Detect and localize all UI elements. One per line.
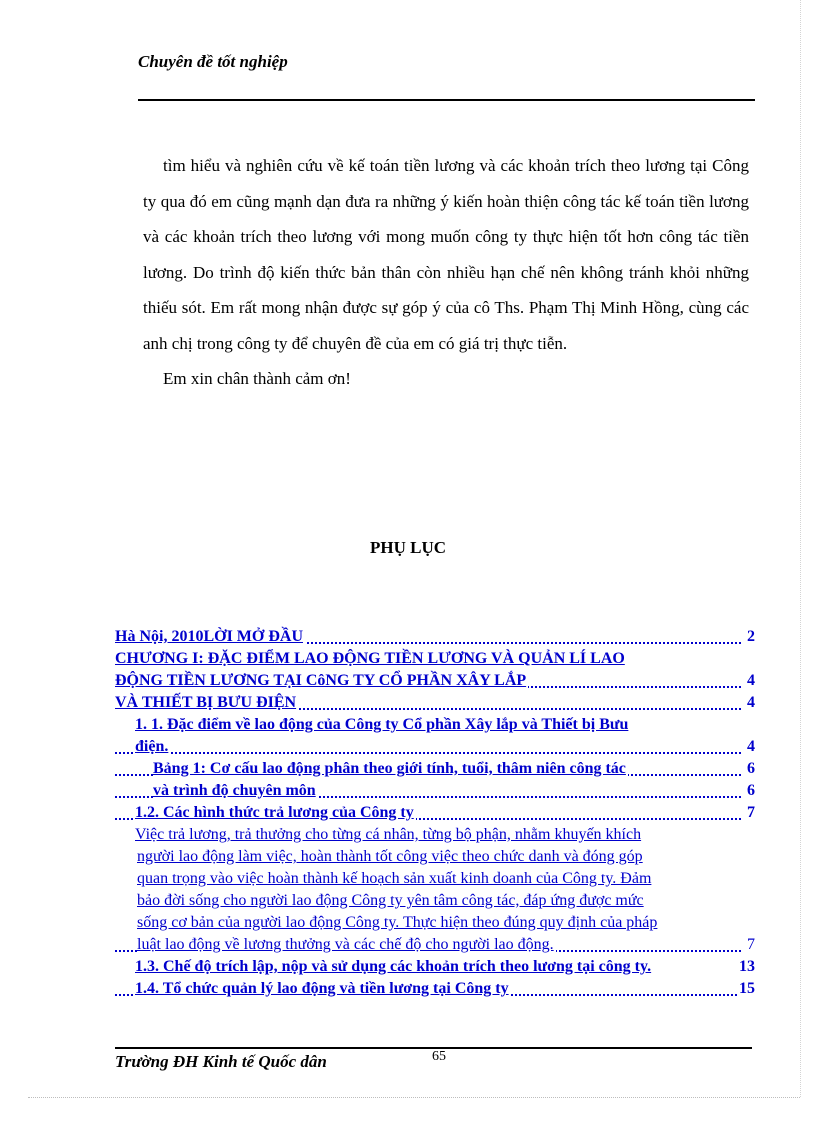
- toc-entry-chapter-1-cont[interactable]: [115, 670, 755, 692]
- toc-entry-page: 4: [746, 736, 755, 758]
- toc-entry-text: 1. 1. Đặc điểm về lao động của Công ty Cổ phần Xây lắp và Thiết bị Bưu: [135, 716, 629, 733]
- toc-entry-para-line-5[interactable]: [115, 912, 755, 934]
- toc-entry-page: 7: [746, 934, 755, 956]
- page-border: [28, 1097, 800, 1098]
- toc-entry-text: VÀ THIẾT BỊ BƯU ĐIỆN: [115, 694, 297, 711]
- toc-entry-section-1-1-cont[interactable]: [115, 736, 755, 758]
- footer-school: Trường ĐH Kinh tế Quốc dân: [115, 1052, 327, 1071]
- toc-entry-text: Việc trả lương, trả thưởng cho từng cá nhân, từng bộ phận, nhằm khuyến khích: [135, 826, 642, 843]
- page-number: 65: [432, 1049, 446, 1064]
- toc-entry-text: và trình độ chuyên môn: [153, 782, 316, 799]
- toc-entry-text: 1.2. Các hình thức trả lương của Công ty: [135, 804, 414, 821]
- toc-entry-text: bảo đời sống cho người lao động Công ty yên tâm công tác, đáp ứng được mức: [137, 892, 644, 909]
- toc-entry-text: Hà Nội, 2010LỜI MỞ ĐẦU: [115, 628, 303, 645]
- toc-entry-para-line-2[interactable]: [115, 846, 755, 868]
- toc-entry-text: 1.4. Tổ chức quản lý lao động và tiền lương tại Công ty: [135, 980, 509, 997]
- toc-entry-text: người lao động làm việc, hoàn thành tốt công việc theo chức danh và đóng góp: [137, 848, 643, 865]
- toc-entry-page: 4: [746, 670, 755, 692]
- header-rule: [138, 99, 755, 101]
- toc-entry-text: sống cơ bản của người lao động Công ty. Thực hiện theo đúng quy định của pháp: [137, 914, 658, 931]
- toc-entry-page: 7: [746, 802, 755, 824]
- header-title: Chuyên đề tốt nghiệp: [138, 52, 288, 71]
- toc-entry-section-1-4[interactable]: [115, 978, 755, 1000]
- toc-entry-page: 6: [746, 780, 755, 802]
- toc-entry-text: CHƯƠNG I: ĐẶC ĐIỂM LAO ĐỘNG TIỀN LƯƠNG VÀ QUẢN LÍ LAO: [115, 650, 625, 667]
- toc-entry-chapter-1[interactable]: [115, 648, 755, 670]
- toc-entry-page: 4: [746, 692, 755, 714]
- toc-entry-page: 6: [746, 758, 755, 780]
- toc-entry-chapter-1-cont2[interactable]: [115, 692, 755, 714]
- toc-entry-text: luật lao động về lương thưởng và các chế độ cho người lao động.: [137, 936, 554, 953]
- toc-entry-para-line-3[interactable]: [115, 868, 755, 890]
- table-of-contents: [115, 626, 755, 1000]
- toc-entry-table-1[interactable]: [115, 758, 755, 780]
- toc-entry-text: 1.3. Chế độ trích lập, nộp và sử dụng các khoản trích theo lương tại công ty.: [135, 958, 652, 975]
- toc-entry-table-1-cont[interactable]: [115, 780, 755, 802]
- toc-entry-text: ĐỘNG TIỀN LƯƠNG TẠI CôNG TY CỔ PHẦN XÂY LẮP: [115, 672, 527, 689]
- toc-entry-section-1-3[interactable]: [115, 956, 755, 978]
- toc-entry-section-1-2[interactable]: [115, 802, 755, 824]
- toc-entry-section-1-1[interactable]: [115, 714, 755, 736]
- body-paragraph-2: Em xin chân thành cảm ơn!: [163, 369, 351, 388]
- toc-entry-para-line-1[interactable]: [115, 824, 755, 846]
- toc-entry-page: 13: [738, 956, 755, 978]
- toc-entry-intro[interactable]: [115, 626, 755, 648]
- body-text: [143, 148, 749, 397]
- toc-entry-text: Bảng 1: Cơ cấu lao động phân theo giới tính, tuổi, thâm niên công tác: [153, 760, 626, 777]
- toc-entry-page: 15: [738, 978, 755, 1000]
- toc-entry-text: điện.: [135, 738, 169, 755]
- toc-entry-page: 2: [746, 626, 755, 648]
- appendix-title: PHỤ LỤC: [369, 538, 447, 557]
- page-border-side: [800, 0, 801, 1097]
- toc-entry-para-line-6[interactable]: [115, 934, 755, 956]
- toc-entry-para-line-4[interactable]: [115, 890, 755, 912]
- toc-entry-text: quan trọng vào việc hoàn thành kế hoạch sản xuất kinh doanh của Công ty. Đảm: [137, 870, 652, 887]
- body-paragraph-1: tìm hiểu và nghiên cứu về kế toán tiền lương và các khoản trích theo lương tại Công ty qua đó em cũng mạnh dạn đưa ra những ý kiến hoàn thiện công tác kế toán tiền lương và các khoản trích theo lương với mong muốn công ty thực hiện tốt hơn công tác tiền lương. Do trình độ kiến thức bản thân còn nhiều hạn chế nên không tránh khỏi những thiếu sót. Em rất mong nhận được sự góp ý của cô Ths. Phạm Thị Minh Hồng, cùng các anh chị trong công ty để chuyên đề của em có giá trị thực tiễn.: [143, 156, 749, 353]
